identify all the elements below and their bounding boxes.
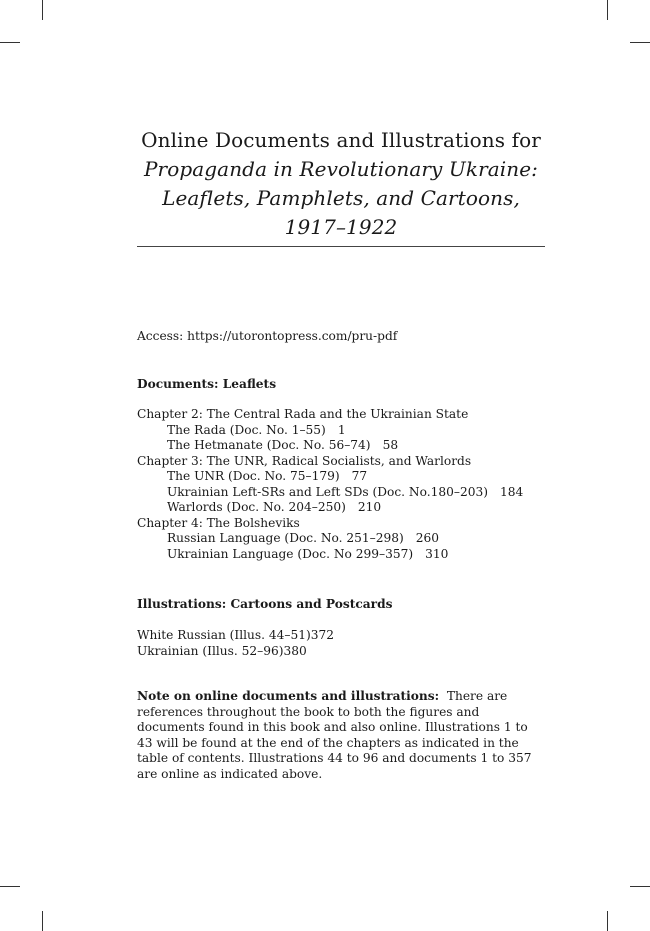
crop-mark-bottom-left xyxy=(42,911,43,931)
illustrations-heading: Illustrations: Cartoons and Postcards xyxy=(137,597,393,611)
crop-mark-top-left xyxy=(42,0,43,20)
chapter-entry: Chapter 4: The Bolsheviks xyxy=(137,515,300,530)
crop-mark-left-top xyxy=(0,42,20,43)
note-body: There are references throughout the book to both the figures and documents found in this book and also online. Illustrations 1 to 43 will be found at the end of the chapters as indicated in the table of contents. Illustrations 44 to 96 and documents 1 to 357 are online as indicated above. xyxy=(137,689,532,781)
title-line-3: Leaflets, Pamphlets, and Cartoons, xyxy=(162,186,520,210)
toc-entry: The Rada (Doc. No. 1–55) 1 xyxy=(167,422,346,437)
page-number: 210 xyxy=(357,500,382,514)
page-title xyxy=(137,126,545,242)
crop-mark-bottom-right xyxy=(607,911,608,931)
page-number: 77 xyxy=(351,469,368,483)
documents-heading: Documents: Leaflets xyxy=(137,377,277,391)
chapter-entry: Chapter 2: The Central Rada and the Ukrainian State xyxy=(137,407,469,421)
page-number: 310 xyxy=(425,546,449,561)
page-number: 260 xyxy=(415,531,440,545)
crop-mark-right-top xyxy=(630,42,650,43)
crop-mark-left-bottom xyxy=(0,886,20,887)
toc-entry: Ukrainian Left-SRs and Left SDs (Doc. No.180–203) 184 xyxy=(167,484,524,499)
toc-entry: White Russian (Illus. 44–51)372 xyxy=(137,628,335,642)
chapter-entry: Chapter 3: The UNR, Radical Socialists, and Warlords xyxy=(137,453,472,468)
title-line-1: Online Documents and Illustrations for xyxy=(141,128,541,152)
page-number: 58 xyxy=(382,438,399,452)
crop-mark-right-bottom xyxy=(630,886,650,887)
page-number: 372 xyxy=(310,628,335,642)
toc-entry: The Hetmanate (Doc. No. 56–74) 58 xyxy=(167,438,399,452)
page-number: 380 xyxy=(283,643,307,658)
title-divider xyxy=(137,246,545,247)
toc-entry: Warlords (Doc. No. 204–250) 210 xyxy=(167,500,382,514)
page-number: 1 xyxy=(337,422,346,437)
crop-mark-top-right xyxy=(607,0,608,20)
toc-entry: The UNR (Doc. No. 75–179) 77 xyxy=(167,469,368,483)
toc-entry: Ukrainian (Illus. 52–96)380 xyxy=(137,643,307,658)
illustrations-list xyxy=(137,628,547,659)
page-number: 184 xyxy=(499,484,524,499)
note-paragraph xyxy=(137,689,545,782)
title-line-2: Propaganda in Revolutionary Ukraine: xyxy=(143,157,539,181)
access-url: Access: https://utorontopress.com/pru-pdf xyxy=(137,329,398,343)
toc-entry: Ukrainian Language (Doc. No 299–357) 310 xyxy=(167,546,449,561)
note-heading: Note on online documents and illustrations: xyxy=(137,689,440,703)
toc-entry: Russian Language (Doc. No. 251–298) 260 xyxy=(167,531,440,545)
documents-list xyxy=(137,407,547,562)
title-line-4: 1917–1922 xyxy=(284,215,398,239)
